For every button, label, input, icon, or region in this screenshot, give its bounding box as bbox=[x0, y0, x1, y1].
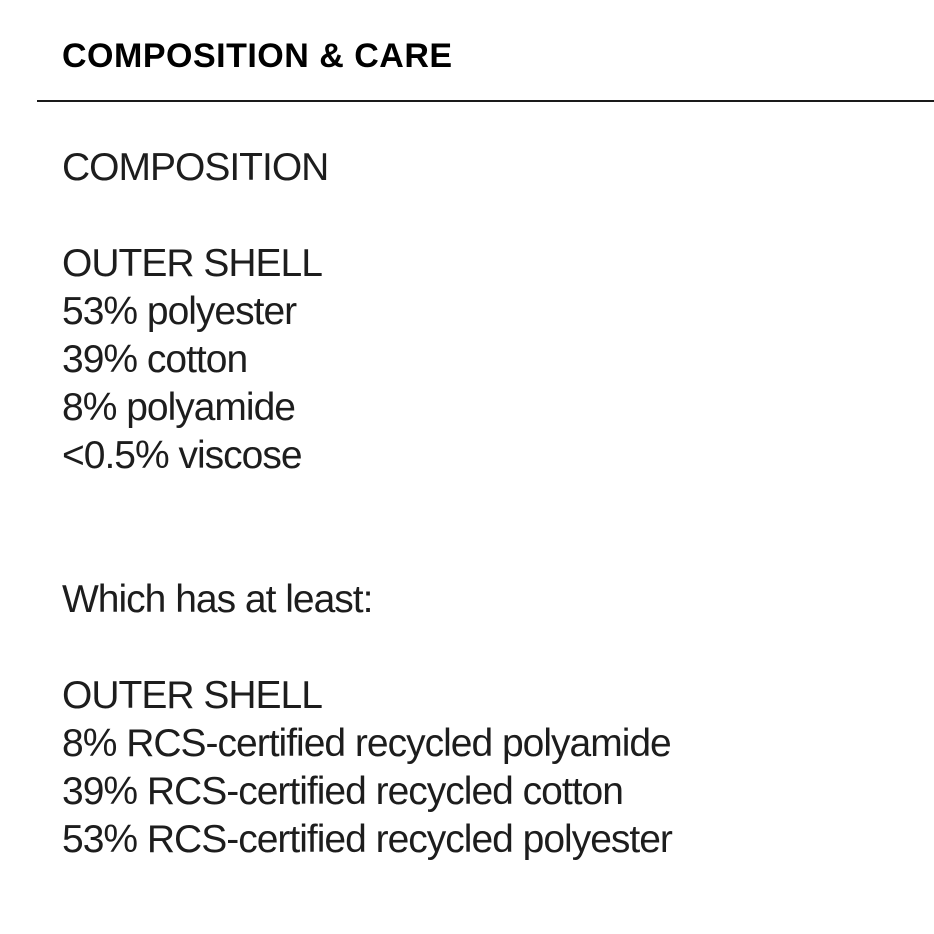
text-line: OUTER SHELL bbox=[62, 674, 322, 717]
blank-line bbox=[62, 624, 904, 672]
blank-line bbox=[62, 528, 904, 576]
blank-line bbox=[62, 192, 904, 240]
text-line: 39% cotton bbox=[62, 338, 248, 381]
text-line: 8% RCS-certified recycled polyamide bbox=[62, 722, 671, 765]
header-divider bbox=[37, 100, 934, 102]
text-line: OUTER SHELL bbox=[62, 242, 322, 285]
text-line: 53% polyester bbox=[62, 290, 297, 333]
composition-lines bbox=[62, 144, 904, 864]
panel-title: COMPOSITION & CARE bbox=[62, 37, 453, 75]
text-line: 53% RCS-certified recycled polyester bbox=[62, 818, 672, 861]
text-line: <0.5% viscose bbox=[62, 434, 302, 477]
blank-line bbox=[62, 480, 904, 528]
text-line: 39% RCS-certified recycled cotton bbox=[62, 770, 623, 813]
text-line: Which has at least: bbox=[62, 578, 373, 621]
text-line: 8% polyamide bbox=[62, 386, 295, 429]
text-line: COMPOSITION bbox=[62, 146, 329, 189]
